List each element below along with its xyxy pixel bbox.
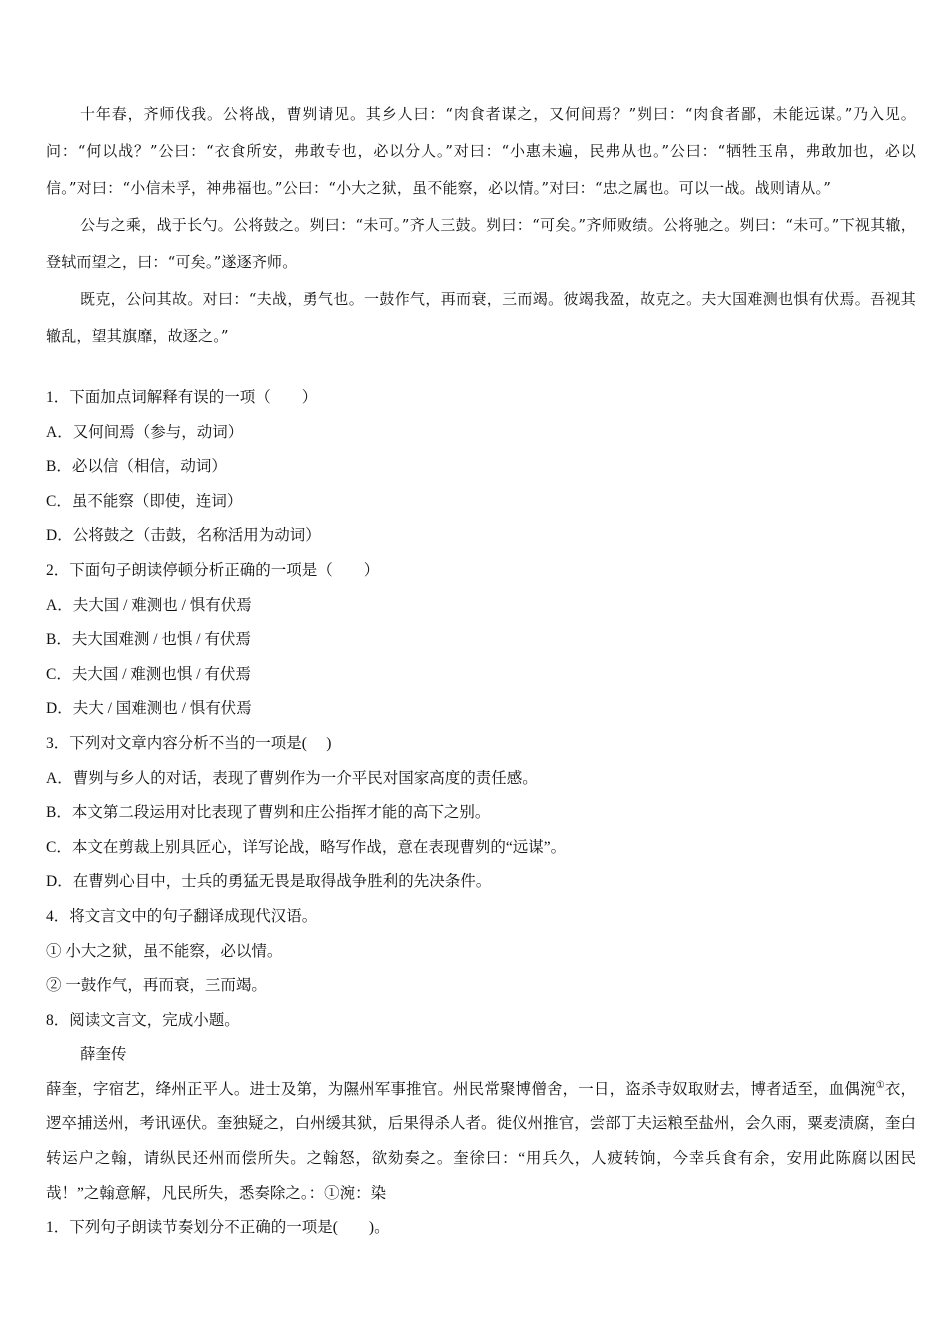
translation-item-2: ② 一鼓作气，再而衰，三而竭。 (46, 977, 267, 995)
option-3b: B．本文第二段运用对比表现了曹刿和庄公指挥才能的高下之别。 (46, 804, 491, 822)
option-3a: A．曹刿与乡人的对话，表现了曹刿作为一介平民对国家高度的责任感。 (46, 769, 538, 787)
option-2a: A．夫大国 / 难测也 / 惧有伏焉 (46, 596, 252, 614)
passage-paragraph: 既克，公问其故。对曰：“夫战，勇气也。一鼓作气，再而衰，三而竭。彼竭我盈，故克之。夫大国难测也惧有伏焉。吾视其辙乱，望其旗靡，故逐之。” (46, 290, 916, 345)
passage-paragraph: 公与之乘，战于长勺。公将鼓之。刿曰：“未可。”齐人三鼓。刿曰：“可矣。”齐师败绩。公将驰之。刿曰：“未可。”下视其辙，登轼而望之，曰：“可矣。”遂逐齐师。 (46, 216, 916, 271)
option-2d: D．夫大 / 国难测也 / 惧有伏焉 (46, 700, 252, 718)
option-2b: B．夫大国难测 / 也惧 / 有伏焉 (46, 631, 251, 649)
question-4: 4．将文言文中的句子翻译成现代汉语。 (46, 907, 318, 925)
final-question: 1．下列句子朗读节奏划分不正确的一项是( )。 (46, 1219, 390, 1237)
classical-passage-xue-kui (46, 1073, 916, 1211)
option-3c: C．本文在剪裁上别具匠心，详写论战，略写作战，意在表现曹刿的“远谋”。 (46, 838, 567, 856)
footnote-mark: ① (875, 1079, 885, 1091)
translation-item-1: ① 小大之狱，虽不能察，必以情。 (46, 942, 283, 960)
option-1c: C．虽不能察（即使，连词） (46, 492, 243, 510)
classical-passage-cao-gui (46, 96, 916, 355)
option-1d: D．公将鼓之（击鼓，名称活用为动词） (46, 527, 321, 545)
passage-title: 薛奎传 (80, 1046, 127, 1064)
questions-section (46, 381, 916, 1246)
option-2c: C．夫大国 / 难测也惧 / 有伏焉 (46, 665, 251, 683)
option-1b: B．必以信（相信，动词） (46, 458, 227, 476)
option-3d: D．在曹刿心目中，士兵的勇猛无畏是取得战争胜利的先决条件。 (46, 873, 492, 891)
passage-text-part-1: 薛奎，字宿艺，绛州正平人。进士及第，为隰州军事推官。州民常聚博僧舍，一日，盗杀寺奴取财去，博者适至，血偶涴 (46, 1080, 876, 1098)
question-1: 1．下面加点词解释有误的一项（ ） (46, 389, 318, 406)
passage-paragraph: 十年春，齐师伐我。公将战，曹刿请见。其乡人曰：“肉食者谋之，又何间焉？”刿曰：“肉食者鄙，未能远谋。”乃入见。问：“何以战？”公曰：“衣食所安，弗敢专也，必以分人。”对曰：“小惠未遍，民弗从也。”公曰：“牺牲玉帛，弗敢加也，必以信。”对曰：“小信未孚，神弗福也。”公曰：“小大之狱，虽不能察，必以情。”对曰：“忠之属也。可以一战。战则请从。” (46, 105, 916, 197)
question-2: 2．下面句子朗读停顿分析正确的一项是（ ） (46, 561, 380, 579)
question-8: 8．阅读文言文，完成小题。 (46, 1011, 240, 1029)
option-1a: A．又何间焉（参与，动词） (46, 423, 244, 441)
passage-text-part-2: 衣，逻卒捕送州，考讯诬伏。奎独疑之，白州缓其狱，后果得杀人者。徙仪州推官，尝部丁夫运粮至盐州，会久雨，粟麦渍腐，奎白转运户之翰，请纵民还州而偿所失。之翰怒，欲劾奏之。奎徐曰：“用兵久，人疲转饷，今幸兵食有余，安用此陈腐以困民哉！”之翰意解，凡民所失，悉奏除之。：①涴：染 (46, 1080, 916, 1202)
question-3: 3．下列对文章内容分析不当的一项是( ) (46, 734, 332, 752)
